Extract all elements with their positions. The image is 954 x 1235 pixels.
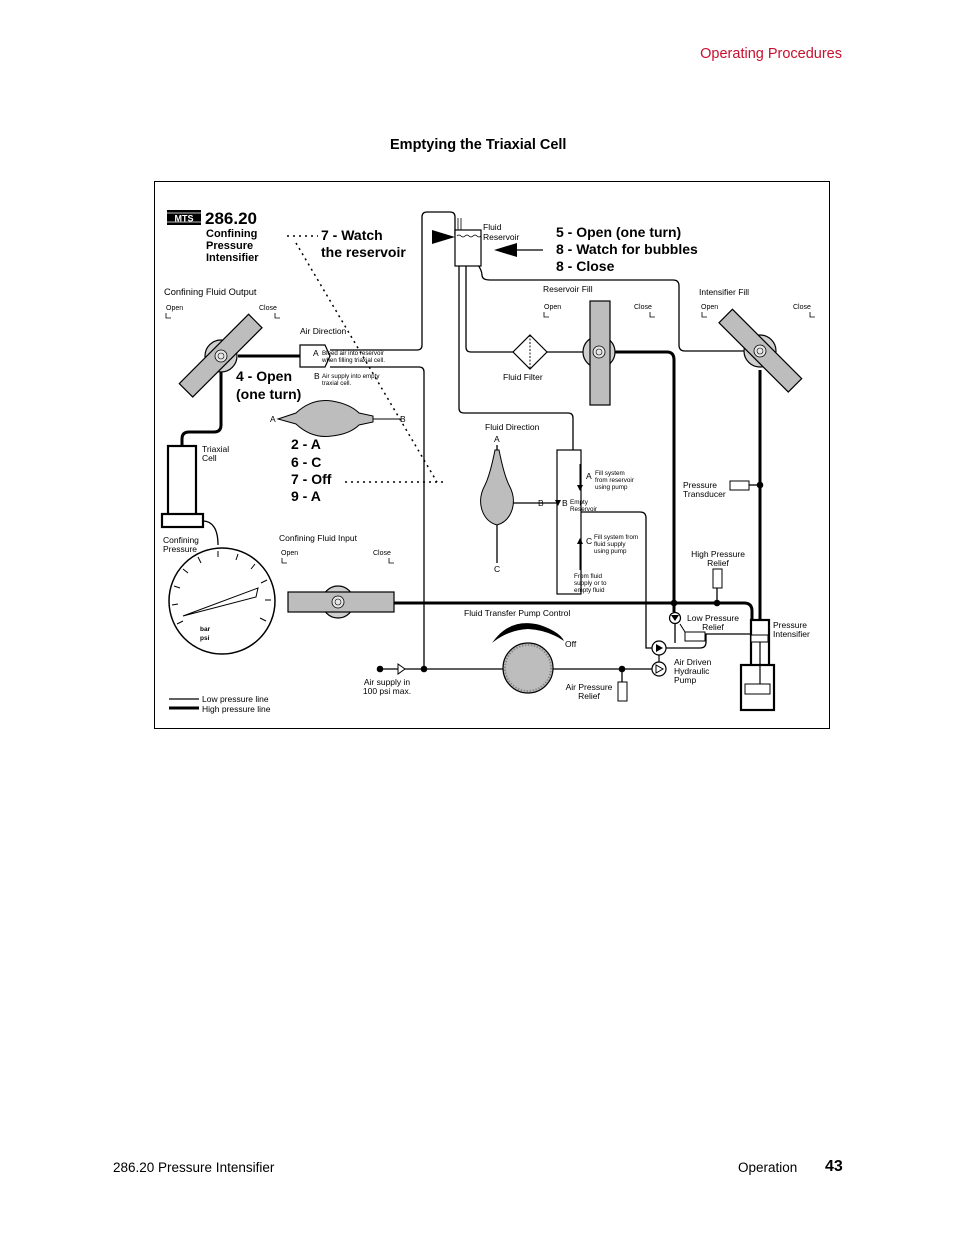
model-number: 286.20 (205, 209, 257, 228)
reservoir-fill-valve (583, 301, 615, 405)
fill-from-reservoir-3: using pump (595, 484, 628, 491)
valve-b: B (562, 498, 568, 508)
label-resfill-open: Open (544, 304, 562, 311)
label-input-open: Open (281, 550, 299, 557)
label-air-supply-2: 100 psi max. (362, 686, 412, 696)
label-high-relief-1: High Pressure (691, 549, 745, 559)
label-confining-input: Confining Fluid Input (279, 533, 357, 543)
instruction-watch-2: the reservoir (321, 244, 406, 260)
from-fluid-supply-2: supply or to (574, 580, 607, 587)
label-off: Off (565, 639, 577, 649)
fill-from-reservoir-1: Fill system (595, 470, 625, 477)
label-output-open: Open (166, 305, 184, 312)
instruction-resfill-1: 5 - Open (one turn) (556, 224, 682, 240)
gauge-unit-psi: psi (200, 635, 210, 642)
confining-input-valve (288, 586, 394, 618)
svg-text:MTS: MTS (174, 213, 194, 224)
fill-from-supply-1: Fill system from (594, 534, 639, 541)
label-confining-pressure-1: Confining (163, 535, 199, 545)
footer-doc-title: 286.20 Pressure Intensifier (113, 1160, 275, 1175)
low-pressure-relief (670, 613, 681, 624)
air-supply-check (398, 664, 405, 674)
from-fluid-supply-1: From fluid (574, 573, 602, 580)
air-supply-empty-2: traxial cell. (322, 380, 352, 387)
label-output-close: Close (259, 305, 277, 312)
label-confining-pressure-2: Pressure (163, 544, 198, 554)
handle-a: A (270, 414, 276, 424)
figure-title: Emptying the Triaxial Cell (390, 137, 567, 153)
pump-control-knob (503, 643, 553, 693)
label-intensifier-1: Pressure (773, 620, 808, 630)
fluid-reservoir (455, 218, 481, 266)
label-air-relief-1: Air Pressure (565, 682, 613, 692)
running-header: Operating Procedures (700, 46, 842, 62)
label-triaxial-1: Triaxial (202, 444, 230, 454)
label-intensifier-2: Intensifier (773, 629, 810, 639)
fluid-dir-handle-a: A (494, 434, 500, 444)
instruction-watch-1: 7 - Watch (321, 227, 383, 243)
label-pump-1: Air Driven (674, 657, 712, 667)
label-low-relief-2: Relief (702, 622, 724, 632)
valve-c: C (586, 536, 593, 546)
fill-from-reservoir-2: from reservoir (595, 477, 634, 484)
label-reservoir-fill: Reservoir Fill (543, 284, 593, 294)
legend (169, 694, 271, 714)
label-air-direction: Air Direction (300, 326, 347, 336)
air-dir-b: B (314, 371, 320, 381)
instruction-output-1: 4 - Open (236, 368, 293, 384)
label-fluid-direction: Fluid Direction (485, 422, 540, 432)
label-transducer-2: Transducer (683, 489, 726, 499)
instruction-step-1: 2 - A (291, 436, 321, 452)
label-intfill-open: Open (701, 304, 719, 311)
legend-low-pressure: Low pressure line (202, 694, 269, 704)
instruction-step-4: 9 - A (291, 488, 321, 504)
air-supply-empty-1: Air supply into empty (322, 373, 380, 380)
pump-control-arc (492, 623, 564, 643)
arrow-reservoir-fill (494, 243, 517, 257)
legend-high-pressure: High pressure line (202, 704, 271, 714)
empty-reservoir-1: Empty (570, 499, 588, 506)
line-pump-intensifier (666, 634, 751, 648)
fluid-direction-handle (481, 450, 514, 525)
pressure-transducer (730, 481, 749, 490)
air-dir-a: A (313, 348, 319, 358)
instruction-step-2: 6 - C (291, 454, 322, 470)
line-gauge (203, 521, 218, 545)
instruction-output-2: (one turn) (236, 386, 302, 402)
label-low-relief-1: Low Pressure (687, 613, 739, 623)
fill-from-supply-3: using pump (594, 548, 627, 555)
label-fluid-filter: Fluid Filter (503, 372, 543, 382)
mts-logo (167, 210, 201, 225)
air-direction-handle (278, 401, 400, 437)
from-fluid-supply-3: empty fluid (574, 587, 605, 594)
instruction-resfill-2: 8 - Watch for bubbles (556, 241, 698, 257)
fill-from-supply-2: fluid supply (594, 541, 626, 548)
triaxial-cell (162, 446, 203, 527)
label-intfill-close: Close (793, 304, 811, 311)
instruction-step-3: 7 - Off (291, 471, 332, 487)
empty-reservoir-2: Reservoir (570, 506, 597, 513)
instruction-resfill-3: 8 - Close (556, 258, 615, 274)
gauge-unit-bar: bar (200, 626, 211, 633)
label-input-close: Close (373, 550, 391, 557)
label-pump-control: Fluid Transfer Pump Control (464, 608, 571, 618)
label-confining-output: Confining Fluid Output (164, 287, 257, 297)
page-number: 43 (825, 1158, 843, 1175)
valve-a: A (586, 471, 592, 481)
air-driven-pump (652, 641, 666, 676)
air-pressure-relief (618, 682, 627, 701)
confining-pressure-gauge (169, 548, 275, 654)
label-air-relief-2: Relief (578, 691, 600, 701)
footer-chapter: Operation (738, 1160, 798, 1175)
logo-name-1: Confining (206, 228, 258, 240)
arrow-watch-reservoir (432, 230, 455, 244)
label-resfill-close: Close (634, 304, 652, 311)
fluid-filter (513, 335, 547, 369)
fluid-dir-handle-b: B (538, 498, 544, 508)
bleed-air-2: when filling triaxial cell. (322, 357, 385, 364)
label-transducer-1: Pressure (683, 480, 718, 490)
label-intensifier-fill: Intensifier Fill (699, 287, 750, 297)
handle-b: B (400, 414, 406, 424)
fluid-dir-handle-c: C (494, 564, 501, 574)
bleed-air-1: Bleed air into reservoir (322, 350, 384, 357)
label-pump-2: Hydraulic (674, 666, 710, 676)
label-triaxial-2: Cell (202, 453, 217, 463)
logo-name-2: Pressure (206, 240, 254, 252)
high-pressure-relief (713, 569, 722, 588)
logo-name-3: Intensifier (206, 252, 259, 264)
fluid-reservoir-label-1: Fluid (483, 222, 502, 232)
label-air-supply-1: Air supply in (363, 677, 411, 687)
fluid-reservoir-label-2: Reservoir (483, 232, 520, 242)
line-res-filter (466, 265, 514, 352)
label-pump-3: Pump (674, 675, 697, 685)
label-high-relief-2: Relief (707, 558, 729, 568)
